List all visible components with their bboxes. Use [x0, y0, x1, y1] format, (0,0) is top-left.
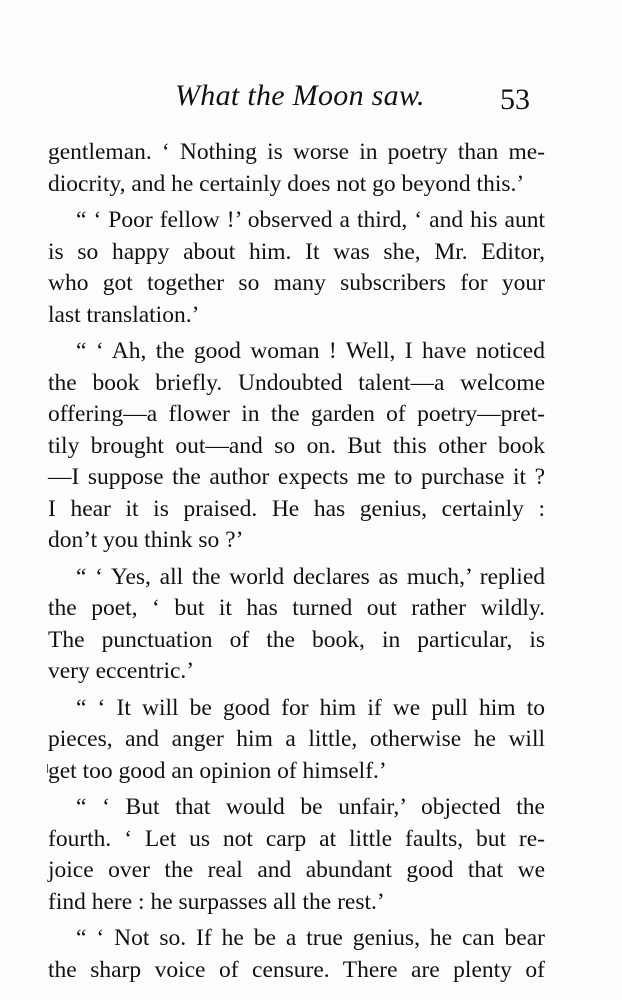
paragraph: [48, 792, 545, 918]
text-line: is so happy about him. It was she, Mr. Editor,: [48, 238, 545, 265]
text-line: fourth. ‘ Let us not carp at little faults, but re-: [48, 825, 545, 852]
text-line: find here : he surpasses all the rest.’: [48, 888, 385, 915]
body-text: [48, 137, 545, 986]
text-line: “ ‘ It will be good for him if we pull him to: [76, 694, 545, 721]
text-line: “ ‘ Not so. If he be a true genius, he can bear: [76, 925, 545, 951]
page-number: 53: [500, 83, 530, 116]
text-line: “ ‘ Yes, all the world declares as much,’ replied: [76, 563, 545, 590]
text-line: I hear it is praised. He has genius, certainly :: [48, 495, 545, 522]
text-line: —I suppose the author expects me to purchase it ?: [48, 464, 545, 490]
paragraph: [48, 923, 545, 986]
paragraph: [48, 137, 545, 200]
text-line: tily brought out—and so on. But this other book: [48, 432, 545, 459]
text-line: “ ‘ Ah, the good woman ! Well, I have noticed: [76, 338, 545, 364]
text-line: very eccentric.’: [48, 658, 195, 684]
text-line: pieces, and anger him a little, otherwise he will: [48, 726, 545, 752]
paragraph: [48, 336, 545, 557]
text-line: The punctuation of the book, in particular, is: [48, 626, 545, 653]
paragraph: [48, 205, 545, 331]
text-line: diocrity, and he certainly does not go beyond this.’: [48, 170, 525, 197]
text-line: don’t you think so ?’: [48, 527, 244, 553]
text-line: “ ‘ Poor fellow !’ observed a third, ‘ and his aunt: [76, 207, 545, 233]
text-line: gentleman. ‘ Nothing is worse in poetry than me-: [48, 139, 545, 165]
running-head: [0, 74, 622, 118]
text-line: who got together so many subscribers for your: [48, 270, 545, 296]
text-line: offering—a flower in the garden of poetry—pret-: [48, 401, 545, 427]
text-line: the sharp voice of censure. There are plenty of: [48, 956, 545, 983]
text-line: the book briefly. Undoubted talent—a welcome: [48, 369, 545, 396]
paragraph: [48, 693, 545, 788]
paragraph: [48, 562, 545, 688]
text-line: the poet, ‘ but it has turned out rather wildly.: [48, 595, 545, 621]
running-title: What the Moon saw.: [175, 79, 425, 112]
text-line: joice over the real and abundant good that we: [48, 857, 545, 883]
text-line: last translation.’: [48, 301, 200, 328]
text-line: “ ‘ But that would be unfair,’ objected the: [76, 794, 545, 820]
text-line: get too good an opinion of himself.’: [48, 757, 387, 784]
